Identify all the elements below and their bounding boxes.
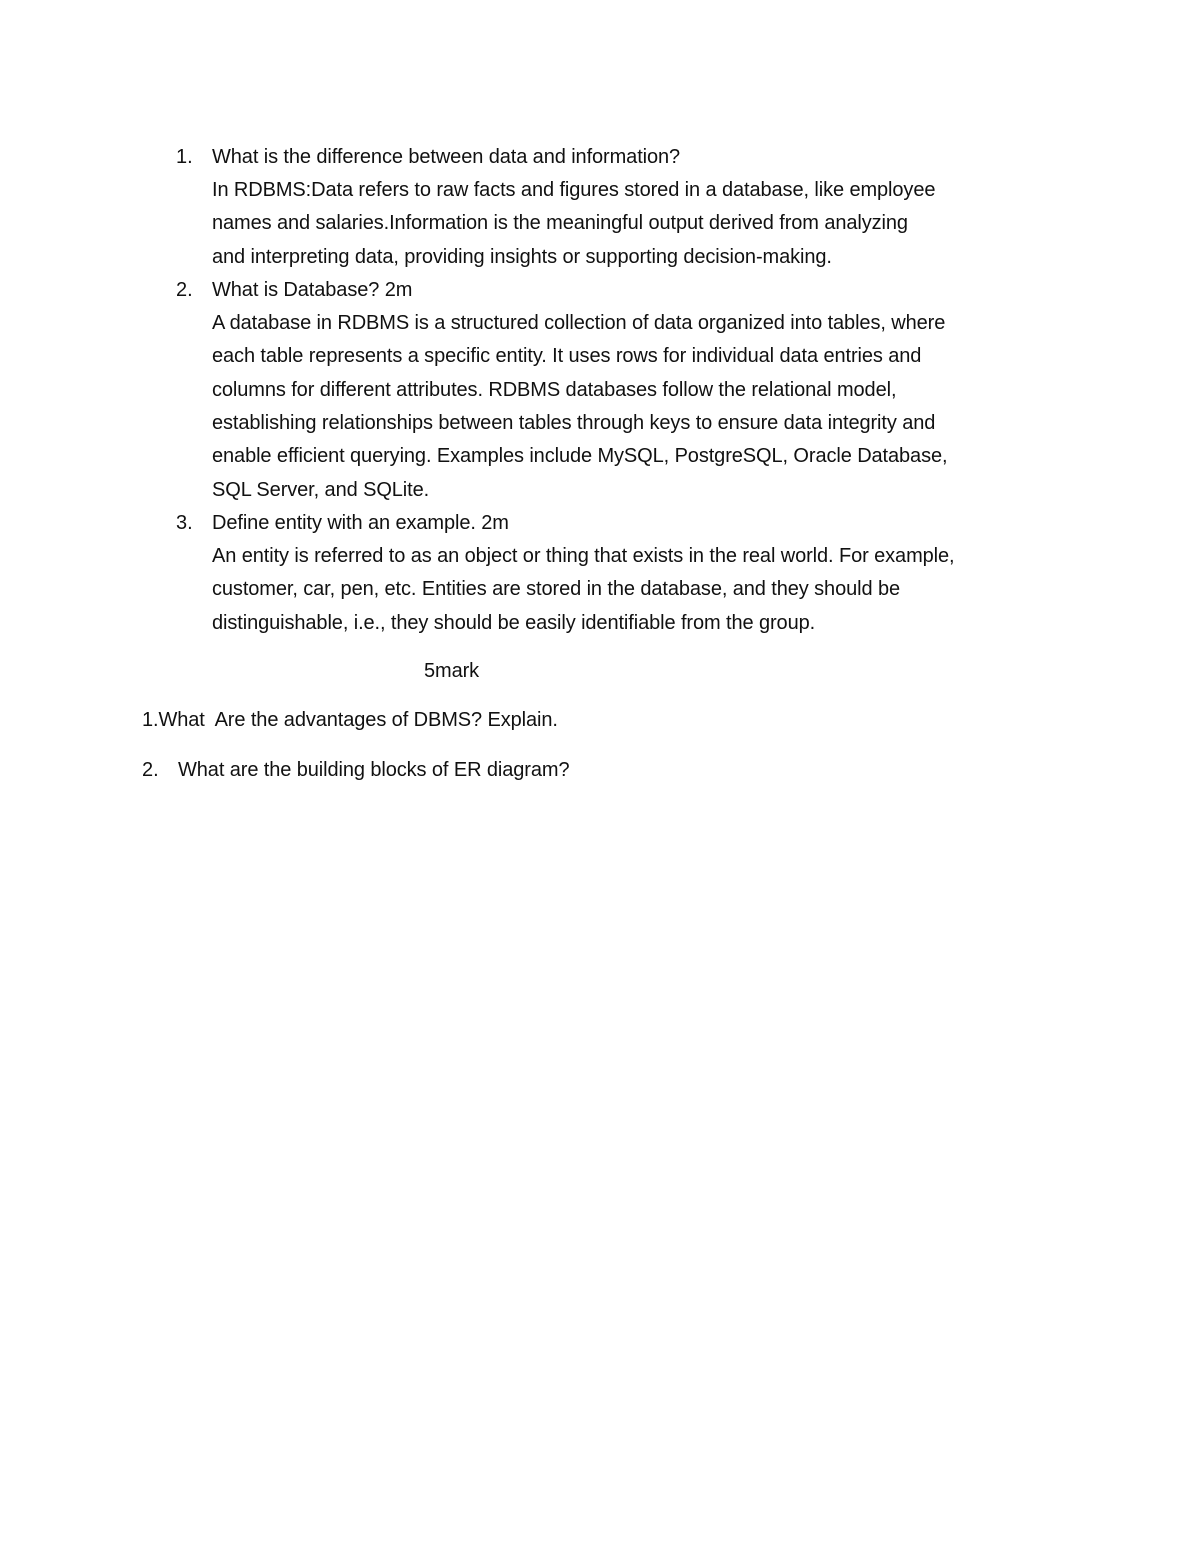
answer-line: A database in RDBMS is a structured collection of data organized into tables, where — [212, 312, 946, 334]
question-text: What is the difference between data and information? — [212, 146, 681, 168]
question-number: 2. — [176, 279, 193, 301]
section-heading: 5mark — [424, 660, 480, 682]
question-number: 2. — [142, 759, 159, 781]
five-mark-question: 1.What Are the advantages of DBMS? Explain. — [142, 709, 558, 731]
answer-line: In RDBMS:Data refers to raw facts and figures stored in a database, like employee — [212, 179, 936, 201]
five-mark-question: What are the building blocks of ER diagram? — [178, 759, 570, 781]
answer-line: names and salaries.Information is the meaningful output derived from analyzing — [212, 212, 908, 234]
answer-line: distinguishable, i.e., they should be easily identifiable from the group. — [212, 612, 816, 634]
answer-line: An entity is referred to as an object or thing that exists in the real world. For example, — [212, 545, 955, 567]
answer-line: each table represents a specific entity. It uses rows for individual data entries and — [212, 345, 922, 367]
answer-line: customer, car, pen, etc. Entities are stored in the database, and they should be — [212, 578, 900, 600]
question-text: What is Database? 2m — [212, 279, 413, 301]
answer-line: enable efficient querying. Examples include MySQL, PostgreSQL, Oracle Database, — [212, 445, 948, 467]
answer-line: establishing relationships between tables through keys to ensure data integrity and — [212, 412, 936, 434]
question-number: 1. — [176, 146, 193, 168]
answer-line: SQL Server, and SQLite. — [212, 479, 430, 501]
answer-line: columns for different attributes. RDBMS databases follow the relational model, — [212, 379, 897, 401]
answer-line: and interpreting data, providing insights or supporting decision-making. — [212, 246, 832, 268]
question-text: Define entity with an example. 2m — [212, 512, 509, 534]
question-number: 3. — [176, 512, 193, 534]
